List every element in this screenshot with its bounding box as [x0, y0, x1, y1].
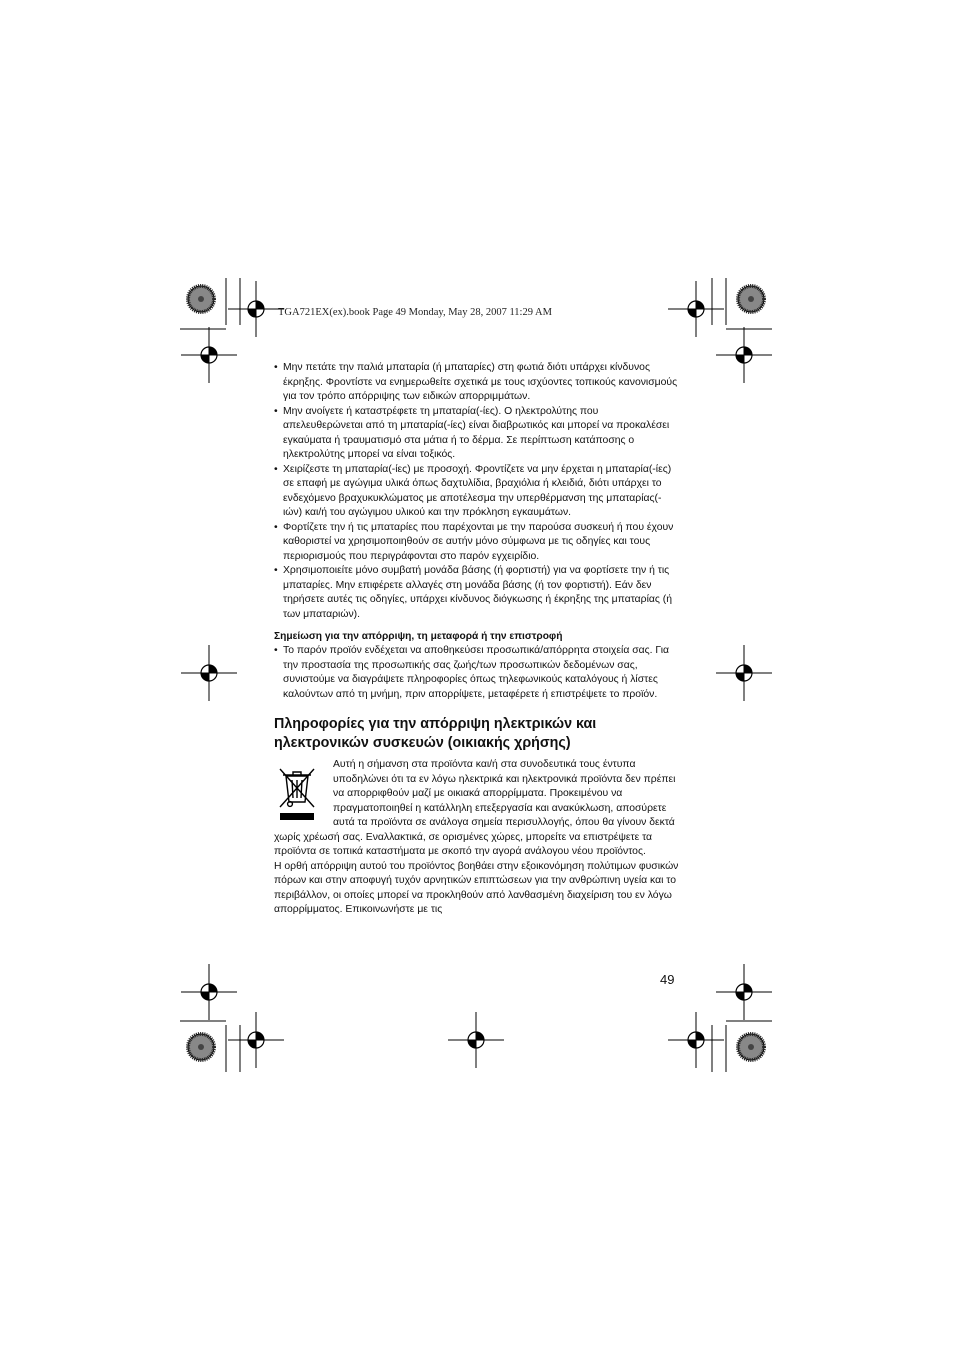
color-wheel-icon [738, 1034, 764, 1060]
list-item: • Μην ανοίγετε ή καταστρέφετε τη μπαταρία(-ίες). Ο ηλεκτρολύτης που απελευθερώνεται από τη μπαταρία(-ίες) είναι διαβρωτικός και μπορεί να προκαλέσει εγκαύματα ή τραυματισμό στα μάτια ή το δέρμα. Σε περίπτωση κατάποσης ο ηλεκτρολύτης μπορεί να είναι τοξικός. [274, 405, 670, 460]
note-heading: Σημείωση για την απόρριψη, τη μεταφορά ή την επιστροφή [274, 631, 563, 642]
list-item: • Μην πετάτε την παλιά μπαταρία (ή μπαταρίες) στη φωτιά διότι υπάρχει κίνδυνος έκρηξης. Φροντίστε να ενημερωθείτε σχετικά με τους ισχύοντες τοπικούς κανονισμούς για τον τρόπο απόρριψης των ειδικών απορριμμάτων. [274, 362, 678, 402]
color-wheel-icon [738, 286, 764, 312]
registration-mark-icon [716, 964, 772, 1020]
color-wheel-icon [188, 286, 214, 312]
list-item: • Φορτίζετε την ή τις μπαταρίες που παρέχονται με την παρούσα συσκευή ή που έχουν καθοριστεί να χρησιμοποιηθούν σε αυτήν μόνο σύμφωνα με τις οδηγίες και τους περιορισμούς που περιγράφονται στο παρόν εγχειρίδιο. [274, 521, 674, 562]
registration-mark-icon [448, 1012, 504, 1068]
disposal-paragraph: Η ορθή απόρριψη αυτού του προϊόντος βοηθάει στην εξοικονόμηση πολύτιμων φυσικών πόρων και στην αποφυγή τυχόν αρνητικών επιπτώσεων για την ανθρώπινη υγεία και το περιβάλλον, οι οποίες μπορεί να προκληθούν από λανθασμένη διαχείριση του εν λόγω απορρίμματος. Επικοινωνήστε με τις [274, 860, 679, 915]
list-item: • Το παρόν προϊόν ενδέχεται να αποθηκεύσει προσωπικά/απόρρητα στοιχεία σας. Για την προστασία της προσωπικής σας ζωής/των προσωπικών δεδομένων σας, συνιστούμε να διαγράψετε πληροφορίες όπως τηλεφωνικούς καταλόγους ή λίστες καλούντων από τη μνήμη, πριν απορρίψετε, μεταφέρετε ή επιστρέψετε το προϊόν. [274, 645, 670, 700]
weee-crossed-bin-icon [277, 766, 317, 822]
registration-mark-icon [716, 645, 772, 701]
list-item: • Χειρίζεστε τη μπαταρία(-ίες) με προσοχή. Φροντίζετε να μην έρχεται η μπαταρία(-ίες) σε επαφή με αγώγιμα υλικά όπως δαχτυλίδια, βραχιόλια ή κλειδιά, διότι υπάρχει το ενδεχόμενο βραχυκυκλώματος με αποτέλεσμα την υπερθέρμανση της μπαταρίας(-ιών) και/ή του αγώγιμου υλικού και την πρόκληση εγκαυμάτων. [274, 463, 672, 518]
registration-mark-icon [181, 327, 237, 383]
bullet-text: Χρησιμοποιείτε μόνο συμβατή μονάδα βάσης (ή φορτιστή) για να φορτίσετε την ή τις μπαταρίες. Μην επιφέρετε αλλαγές στη μονάδα βάσης (ή τον φορτιστή). Εάν δεν τηρήσετε αυτές τις οδηγίες, υπάρχει κίνδυνος διόγκωσης ή έκρηξης της μπαταρίας (ή των μπαταριών). [283, 565, 673, 620]
registration-mark-icon [716, 327, 772, 383]
page-content [274, 361, 680, 918]
bullet-text: Μην πετάτε την παλιά μπαταρία (ή μπαταρίες) στη φωτιά διότι υπάρχει κίνδυνος έκρηξης. Φροντίστε να ενημερωθείτε σχετικά με τους ισχύοντες τοπικούς κανονισμούς για τον τρόπο απόρριψης των ειδικών απορριμμάτων. [283, 362, 678, 402]
registration-mark-icon [668, 1012, 724, 1068]
bullet-text: Χειρίζεστε τη μπαταρία(-ίες) με προσοχή. Φροντίζετε να μην έρχεται η μπαταρία(-ίες) σε επαφή με αγώγιμα υλικά όπως δαχτυλίδια, βραχιόλια ή κλειδιά, διότι υπάρχει το ενδεχόμενο βραχυκυκλώματος με αποτέλεσμα την υπερθέρμανση της μπαταρίας(-ιών) και/ή του αγώγιμου υλικού και την πρόκληση εγκαυμάτων. [283, 463, 672, 518]
color-wheel-icon [188, 1034, 214, 1060]
note-bullet-text: Το παρόν προϊόν ενδέχεται να αποθηκεύσει προσωπικά/απόρρητα στοιχεία σας. Για την προστασία της προσωπικής σας ζωής/των προσωπικών δεδομένων σας, συνιστούμε να διαγράψετε πληροφορίες όπως τηλεφωνικούς καταλόγους ή λίστες καλούντων από τη μνήμη, πριν απορρίψετε, μεταφέρετε ή επιστρέψετε το προϊόν. [283, 645, 670, 700]
registration-mark-icon [228, 1012, 284, 1068]
list-item: • Χρησιμοποιείτε μόνο συμβατή μονάδα βάσης (ή φορτιστή) για να φορτίσετε την ή τις μπαταρίες. Μην επιφέρετε αλλαγές στη μονάδα βάσης (ή τον φορτιστή). Εάν δεν τηρήσετε αυτές τις οδηγίες, υπάρχει κίνδυνος διόγκωσης ή έκρηξης της μπαταρίας (ή των μπαταριών). [274, 565, 673, 620]
section-title: Πληροφορίες για την απόρριψη ηλεκτρικών και ηλεκτρονικών συσκευών (οικιακής χρήσης) [274, 716, 597, 751]
print-file-header: TGA721EX(ex).book Page 49 Monday, May 28, 2007 11:29 AM [278, 307, 552, 318]
registration-mark-icon [181, 964, 237, 1020]
bullet-text: Φορτίζετε την ή τις μπαταρίες που παρέχονται με την παρούσα συσκευή ή που έχουν καθοριστεί να χρησιμοποιηθούν σε αυτήν μόνο σύμφωνα με τις οδηγίες και τους περιορισμούς που περιγράφονται στο παρόν εγχειρίδιο. [283, 521, 674, 562]
registration-mark-icon [668, 281, 724, 337]
registration-mark-icon [228, 281, 284, 337]
disposal-info [274, 758, 680, 918]
registration-mark-icon [181, 645, 237, 701]
page-number: 49 [660, 972, 675, 987]
bullet-text: Μην ανοίγετε ή καταστρέφετε τη μπαταρία(-ίες). Ο ηλεκτρολύτης που απελευθερώνεται από τη μπαταρία(-ίες) είναι διαβρωτικός και μπορεί να προκαλέσει εγκαύματα ή τραυματισμό στα μάτια ή το δέρμα. Σε περίπτωση κατάποσης ο ηλεκτρολύτης μπορεί να είναι τοξικός. [283, 405, 670, 460]
disposal-paragraph: Αυτή η σήμανση στα προϊόντα και/ή στα συνοδευτικά τους έντυπα υποδηλώνει ότι τα εν λόγω ηλεκτρικά και ηλεκτρονικά προϊόντα δεν πρέπει να απορριφθούν μαζί με οικιακά απορρίμματα. Προκειμένου να πραγματοποιηθεί η κατάλληλη επεξεργασία και ανακύκλωση, αποσύρετε αυτά τα προϊόντα σε ανάλογα σημεία περισυλλογής, όπου θα γίνουν δεκτά χωρίς χρέωσή σας. Εναλλακτικά, σε ορισμένες χώρες, μπορείτε να επιστρέψετε τα προϊόντα σε τοπικά καταστήματα με σκοπό την αγορά ανάλογου νέου προϊόντος. [274, 759, 676, 857]
